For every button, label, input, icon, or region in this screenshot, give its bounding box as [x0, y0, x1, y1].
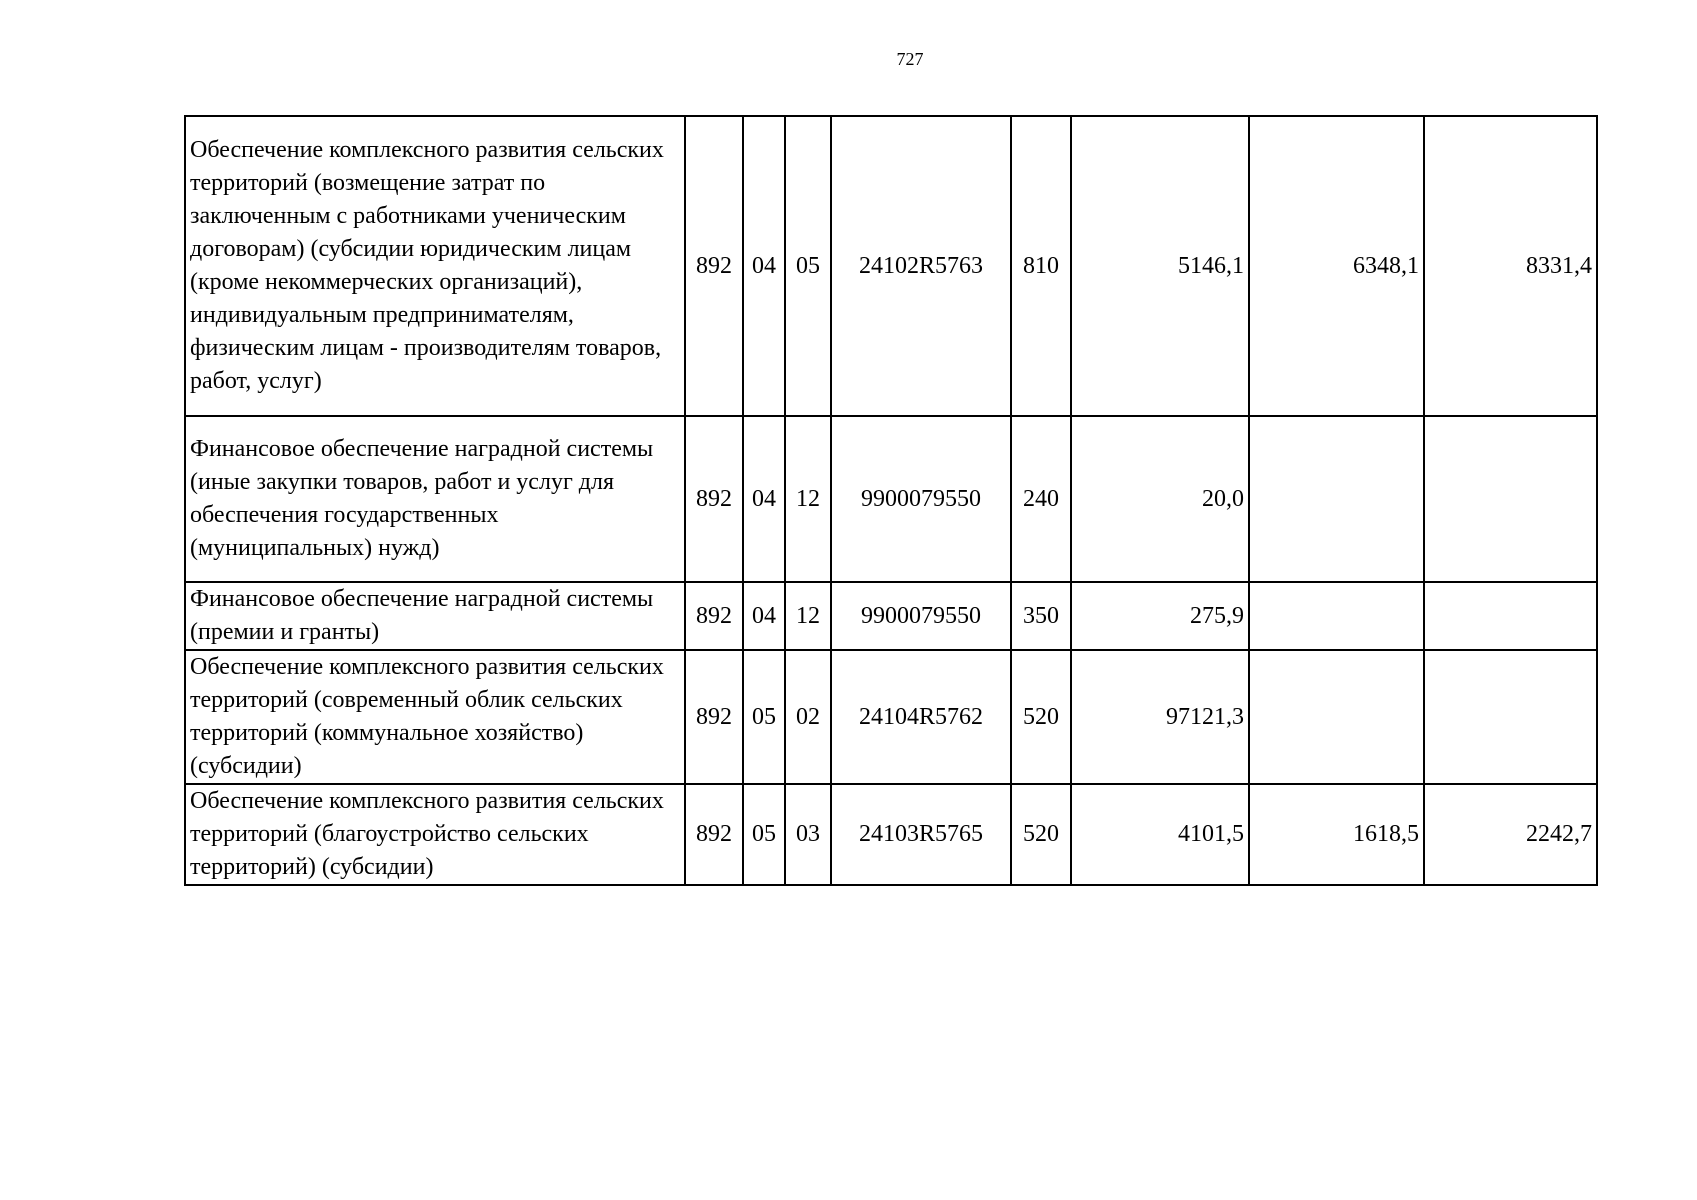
section-code: 04 — [743, 416, 785, 582]
grbs-code: 892 — [685, 116, 743, 416]
table-row — [185, 416, 1597, 582]
grbs-code: 892 — [685, 582, 743, 650]
budget-table — [184, 115, 1598, 886]
target-article-code: 24104R5762 — [831, 650, 1011, 784]
expense-type-code: 350 — [1011, 582, 1071, 650]
amount-year-2 — [1249, 416, 1424, 582]
target-article-code: 24102R5763 — [831, 116, 1011, 416]
amount-year-2: 1618,5 — [1249, 784, 1424, 885]
grbs-code: 892 — [685, 784, 743, 885]
target-article-code: 9900079550 — [831, 582, 1011, 650]
amount-year-3 — [1424, 650, 1597, 784]
amount-year-1: 275,9 — [1071, 582, 1249, 650]
expense-type-code: 520 — [1011, 784, 1071, 885]
section-code: 04 — [743, 116, 785, 416]
expense-type-code: 520 — [1011, 650, 1071, 784]
amount-year-1: 20,0 — [1071, 416, 1249, 582]
table-row — [185, 650, 1597, 784]
amount-year-1: 5146,1 — [1071, 116, 1249, 416]
amount-year-1: 97121,3 — [1071, 650, 1249, 784]
target-article-code: 9900079550 — [831, 416, 1011, 582]
subsection-code: 12 — [785, 416, 831, 582]
subsection-code: 12 — [785, 582, 831, 650]
page-number: 727 — [896, 49, 924, 69]
section-code: 04 — [743, 582, 785, 650]
section-code: 05 — [743, 650, 785, 784]
subsection-code: 03 — [785, 784, 831, 885]
grbs-code: 892 — [685, 650, 743, 784]
table-row — [185, 582, 1597, 650]
row-description: Обеспечение комплексного развития сельских территорий (возмещение затрат по заключенным с работниками ученическим договорам) (субсидии юридическим лицам (кроме некоммерческих организаций), индивидуальным предпринимателям, физическим лицам - производителям товаров, работ, услуг) — [185, 116, 685, 416]
grbs-code: 892 — [685, 416, 743, 582]
amount-year-2 — [1249, 582, 1424, 650]
amount-year-2 — [1249, 650, 1424, 784]
target-article-code: 24103R5765 — [831, 784, 1011, 885]
amount-year-2: 6348,1 — [1249, 116, 1424, 416]
section-code: 05 — [743, 784, 785, 885]
amount-year-1: 4101,5 — [1071, 784, 1249, 885]
expense-type-code: 810 — [1011, 116, 1071, 416]
row-description: Обеспечение комплексного развития сельских территорий (современный облик сельских территорий (коммунальное хозяйство) (субсидии) — [185, 650, 685, 784]
amount-year-3 — [1424, 416, 1597, 582]
table-row — [185, 784, 1597, 885]
row-description: Финансовое обеспечение наградной системы (иные закупки товаров, работ и услуг для обеспечения государственных (муниципальных) нужд) — [185, 416, 685, 582]
row-description: Обеспечение комплексного развития сельских территорий (благоустройство сельских территорий) (субсидии) — [185, 784, 685, 885]
amount-year-3: 8331,4 — [1424, 116, 1597, 416]
row-description: Финансовое обеспечение наградной системы (премии и гранты) — [185, 582, 685, 650]
subsection-code: 05 — [785, 116, 831, 416]
amount-year-3 — [1424, 582, 1597, 650]
table-row — [185, 116, 1597, 416]
expense-type-code: 240 — [1011, 416, 1071, 582]
subsection-code: 02 — [785, 650, 831, 784]
amount-year-3: 2242,7 — [1424, 784, 1597, 885]
